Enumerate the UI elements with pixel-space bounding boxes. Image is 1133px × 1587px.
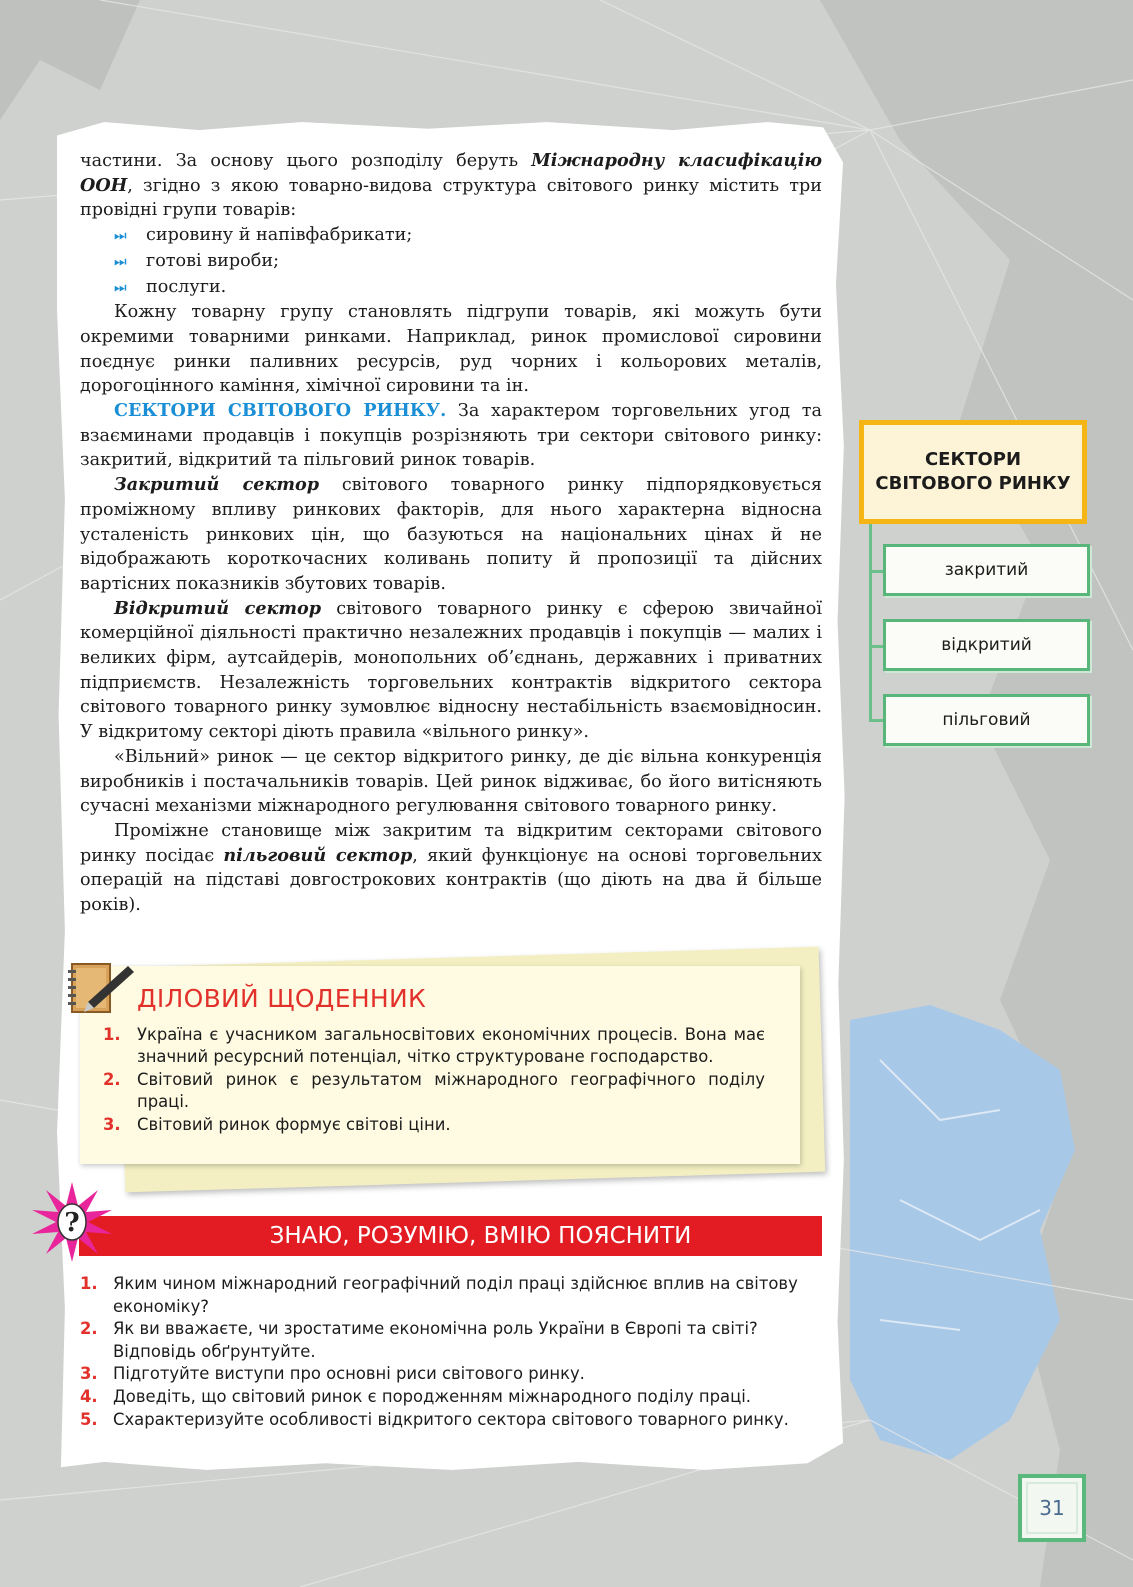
bullet-arrow-icon: ⏭: [114, 228, 127, 245]
groups-paragraph: Кожну товарну групу становлять підгрупи товарів, які можуть бути окремими товарними ринками. Наприклад, ринок промислової сировини поєднує ринки паливних ресурсів, руд чорних і кольорових металів, дорогоцінного каміння, хімічної сировини та ін.: [80, 302, 822, 397]
term-un-classification: Міжнародну класифікацію ООН: [80, 150, 822, 196]
open-sector-paragraph: Відкритий сектор світового товарного ринку є сферою звичайної комерційної діяльності практично незалежних продавців і покупців — малих і великих фірм, аутсайдерів, монопольних об’єднань, державних і приватних підприємств. Незалежність торговельних контрактів відкритого сектора світового товарного ринку зумовлює відносну нестабільність взаємовідносин. У відкритому секторі діють правила «вільного ринку».: [80, 597, 822, 743]
list-item: 1. Яким чином міжнародний географічний поділ праці здійснює вплив на світову економіку?: [80, 1274, 798, 1316]
list-item: ⏭ послуги.: [80, 275, 822, 301]
list-item: 4. Доведіть, що світовий ринок є породженням міжнародного поділу праці.: [80, 1386, 751, 1406]
list-item: 3. Світовий ринок формує світові ціни.: [103, 1114, 451, 1134]
bullet-arrow-icon: ⏭: [114, 279, 127, 296]
intro-paragraph: частини. За основу цього розподілу беруть Міжнародну класифікацію ООН, згідно з якою товарно-видова структура світового ринку містить три провідні групи товарів:: [80, 150, 822, 221]
diagram-connector: [869, 570, 884, 573]
diagram-connector: [869, 524, 872, 720]
section-heading: СЕКТОРИ СВІТОВОГО РИНКУ.: [114, 400, 447, 422]
diagram-title: СЕКТОРИ СВІТОВОГО РИНКУ: [859, 420, 1087, 524]
list-item: 1. Україна є учасником загальносвітових економічних процесів. Вона має значний ресурсний потенціал, чітко структуроване господарство.: [103, 1025, 765, 1067]
list-item: 5. Схарактеризуйте особливості відкритого сектора світового товарного ринку.: [80, 1409, 789, 1429]
main-text: [80, 149, 822, 918]
diagram-item-open: відкритий: [883, 619, 1090, 671]
closed-sector-paragraph: Закритий сектор світового товарного ринку підпорядковується проміжному впливу ринкових факторів, для нього характерна відносна усталеність ринкових цін, що базуються на національних цінах й не відображають короткочасних коливань попиту й пропозиції та дійсних вартісних показників збутових товарів.: [80, 474, 822, 594]
bullet-arrow-icon: ⏭: [114, 253, 127, 270]
diagram-item-preferential: пільговий: [883, 694, 1090, 746]
question-star-icon: [32, 1182, 112, 1262]
list-item: 2. Світовий ринок є результатом міжнародного географічного поділу праці.: [103, 1069, 765, 1112]
free-market-paragraph: «Вільний» ринок — це сектор відкритого ринку, де діє вільна конкуренція виробників і постачальників товарів. Цей ринок відживає, бо його витісняють сучасні механізми міжнародного регулювання світового товарного ринку.: [80, 746, 822, 817]
list-item: 3. Підготуйте виступи про основні риси світового ринку.: [80, 1364, 585, 1384]
diary-title: ДІЛОВИЙ ЩОДЕННИК: [137, 984, 427, 1013]
sectors-paragraph: СЕКТОРИ СВІТОВОГО РИНКУ. За характером торговельних угод та взаєминами продавців і покупців розрізняють три сектори світового ринку: закритий, відкритий та пільговий ринок товарів.: [80, 400, 822, 471]
preferential-sector-paragraph: Проміжне становище між закритим та відкритим секторами світового ринку посідає пільговий сектор, який функціонує на основі торговельних операцій на підставі довгострокових контрактів (що діють на два й більше років).: [80, 820, 822, 916]
list-item: ⏭ сировину й напівфабрикати;: [80, 223, 822, 249]
diagram-connector: [869, 645, 884, 648]
page-number: 31: [1018, 1474, 1086, 1542]
svg-text:?: ?: [64, 1208, 80, 1238]
diagram-connector: [869, 719, 884, 722]
questions-list: [80, 1273, 822, 1431]
diary-list: [103, 1024, 765, 1136]
questions-title: ЗНАЮ, РОЗУМІЮ, ВМІЮ ПОЯСНИТИ: [79, 1216, 822, 1256]
list-item: ⏭ готові вироби;: [80, 249, 822, 275]
list-item: 2. Як ви вважаєте, чи зростатиме економічна роль України в Європі та світі? Відповідь обґрунтуйте.: [80, 1319, 758, 1361]
notebook-pen-icon: [66, 958, 138, 1016]
diagram-item-closed: закритий: [883, 544, 1090, 596]
